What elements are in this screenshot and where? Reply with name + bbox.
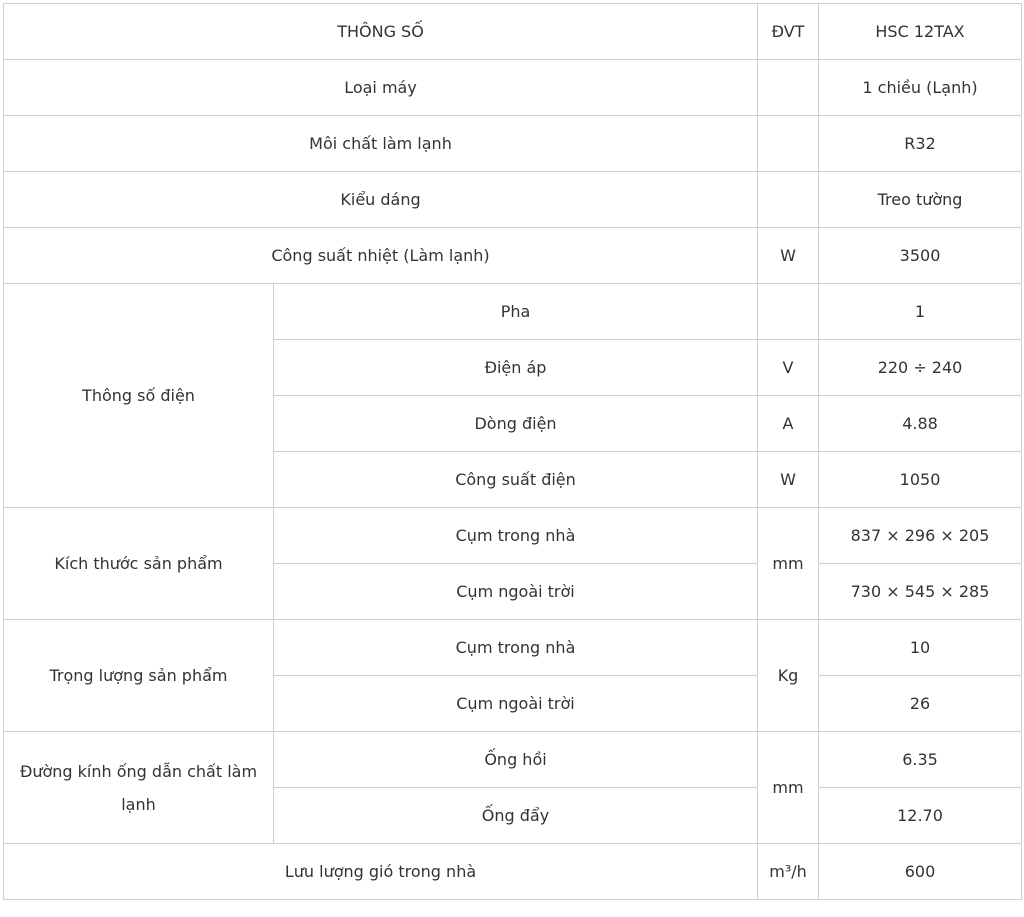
row-label: Môi chất làm lạnh (4, 116, 758, 172)
row-label: Công suất nhiệt (Làm lạnh) (4, 228, 758, 284)
row-unit: Kg (758, 620, 819, 732)
row-unit (758, 60, 819, 116)
row-value: 26 (819, 676, 1022, 732)
row-unit (758, 284, 819, 340)
row-value: Treo tường (819, 172, 1022, 228)
row-value: 1 chiều (Lạnh) (819, 60, 1022, 116)
row-label: Cụm trong nhà (274, 620, 758, 676)
table-row (4, 172, 1022, 228)
row-value: 6.35 (819, 732, 1022, 788)
row-label: Dòng điện (274, 396, 758, 452)
row-unit: W (758, 452, 819, 508)
table-row (4, 620, 1022, 676)
table-row (4, 284, 1022, 340)
row-label: Ống hồi (274, 732, 758, 788)
row-value: 10 (819, 620, 1022, 676)
row-label: Công suất điện (274, 452, 758, 508)
header-model: HSC 12TAX (819, 4, 1022, 60)
row-unit (758, 172, 819, 228)
row-label: Lưu lượng gió trong nhà (4, 844, 758, 900)
group-label-electrical: Thông số điện (4, 284, 274, 508)
row-label: Điện áp (274, 340, 758, 396)
table-row (4, 732, 1022, 788)
table-row (4, 508, 1022, 564)
row-label: Kiểu dáng (4, 172, 758, 228)
row-unit: V (758, 340, 819, 396)
row-unit: W (758, 228, 819, 284)
row-unit: A (758, 396, 819, 452)
table-row (4, 60, 1022, 116)
spec-table (3, 3, 1022, 900)
row-value: 837 × 296 × 205 (819, 508, 1022, 564)
group-label-dimensions: Kích thước sản phẩm (4, 508, 274, 620)
row-value: 1 (819, 284, 1022, 340)
row-label: Ống đẩy (274, 788, 758, 844)
row-value: 4.88 (819, 396, 1022, 452)
row-value: R32 (819, 116, 1022, 172)
row-value: 3500 (819, 228, 1022, 284)
row-value: 12.70 (819, 788, 1022, 844)
row-value: 220 ÷ 240 (819, 340, 1022, 396)
row-label: Loại máy (4, 60, 758, 116)
header-param: THÔNG SỐ (4, 4, 758, 60)
group-label-weight: Trọng lượng sản phẩm (4, 620, 274, 732)
row-unit (758, 116, 819, 172)
group-label-pipe: Đường kính ống dẫn chất làm lạnh (4, 732, 274, 844)
row-value: 730 × 545 × 285 (819, 564, 1022, 620)
table-row (4, 844, 1022, 900)
row-value: 1050 (819, 452, 1022, 508)
row-label: Pha (274, 284, 758, 340)
row-unit: mm (758, 508, 819, 620)
header-unit: ĐVT (758, 4, 819, 60)
row-label: Cụm ngoài trời (274, 676, 758, 732)
header-row (4, 4, 1022, 60)
table-row (4, 116, 1022, 172)
row-unit: mm (758, 732, 819, 844)
row-label: Cụm trong nhà (274, 508, 758, 564)
row-value: 600 (819, 844, 1022, 900)
table-row (4, 228, 1022, 284)
row-unit: m³/h (758, 844, 819, 900)
row-label: Cụm ngoài trời (274, 564, 758, 620)
